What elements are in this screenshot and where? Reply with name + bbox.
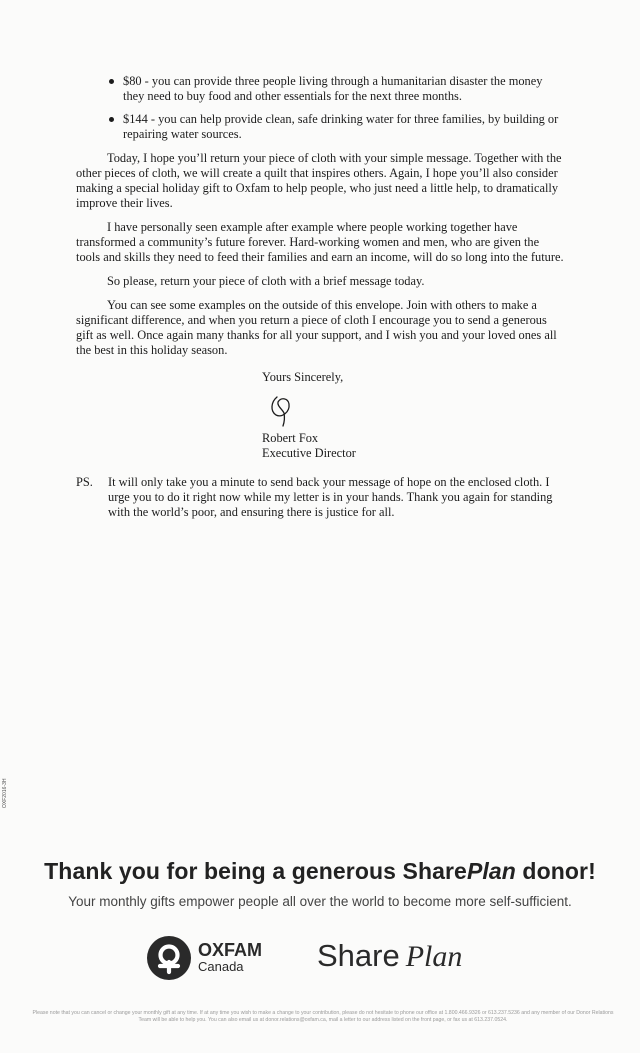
signature-block: [262, 370, 564, 461]
letter-paragraph: You can see some examples on the outside of this envelope. Join with others to make a significant difference, and when you return a piece of cloth I encourage you to send a generous gift as well. Once again many thanks for all your support, and I wish you and your loved ones all the best in this holiday season.: [76, 298, 557, 357]
bullet-item: $144 - you can help provide clean, safe drinking water for three families, by building or repairing water sources.: [76, 112, 564, 142]
handwritten-signature-icon: [268, 393, 298, 427]
ps-label: PS.: [76, 475, 93, 489]
thanks-suffix: donor!: [515, 858, 596, 884]
oxfam-name: OXFAM: [198, 940, 263, 960]
ps-text: It will only take you a minute to send back your message of hope on the enclosed cloth. I urge you to do it right now while my letter is in your hands. Thank you again for standing with the world’s poor, and ensuring there is justice for all.: [108, 475, 553, 519]
letter-paragraph: I have personally seen example after example where people working together have transformed a community’s future forever. Hard-working women and men, who are given the tools and skills they need to feed their families and earn an income, will do so long into the future.: [76, 220, 564, 264]
thanks-prefix: Thank you for being a generous Share: [44, 858, 467, 884]
thank-you-subtitle: Your monthly gifts empower people all over the world to become more self-sufficient.: [68, 894, 572, 909]
bullet-item: $80 - you can provide three people living through a humanitarian disaster the money they need to buy food and other essentials for the next three months.: [76, 74, 564, 104]
signer-title: Executive Director: [262, 446, 356, 460]
oxfam-country: Canada: [198, 959, 244, 974]
thank-you-headline: [0, 858, 640, 885]
shareplan-plan: Plan: [405, 940, 463, 973]
signer-name: Robert Fox: [262, 431, 319, 445]
thanks-italic: Plan: [466, 858, 516, 884]
letter-paragraph: Today, I hope you’ll return your piece of cloth with your simple message. Together with the other pieces of cloth, we will create a quilt that inspires others. Again, I hope you’ll also consider making a special holiday gift to Oxfam to help people, who just need a little help, to dramatically improve their lives.: [76, 151, 562, 210]
oxfam-emblem-icon: [147, 936, 191, 980]
shareplan-share: Share: [317, 938, 400, 973]
postscript: [76, 475, 564, 520]
oxfam-logo: [147, 936, 262, 980]
shareplan-logo: [317, 938, 462, 974]
fine-print: Please note that you can cancel or change your monthly gift at any time. If at any time you wish to make a change to your contribution, please do not hesitate to phone our office at 1.800.466.9326 or 613.237.5236 and any member of our Donor Relations Team will be able to help you. You can also email us at donor.relations@oxfam.ca, mail a letter to our address listed on the front page, or fax us at 613.237.0524.: [32, 1010, 614, 1023]
letter-paragraph: So please, return your piece of cloth with a brief message today.: [107, 274, 425, 288]
donation-impact-list: [76, 74, 564, 142]
print-code: OXF2016-3H: [2, 778, 8, 808]
letter-body: [76, 74, 564, 520]
closing-line: Yours Sincerely,: [262, 370, 344, 384]
